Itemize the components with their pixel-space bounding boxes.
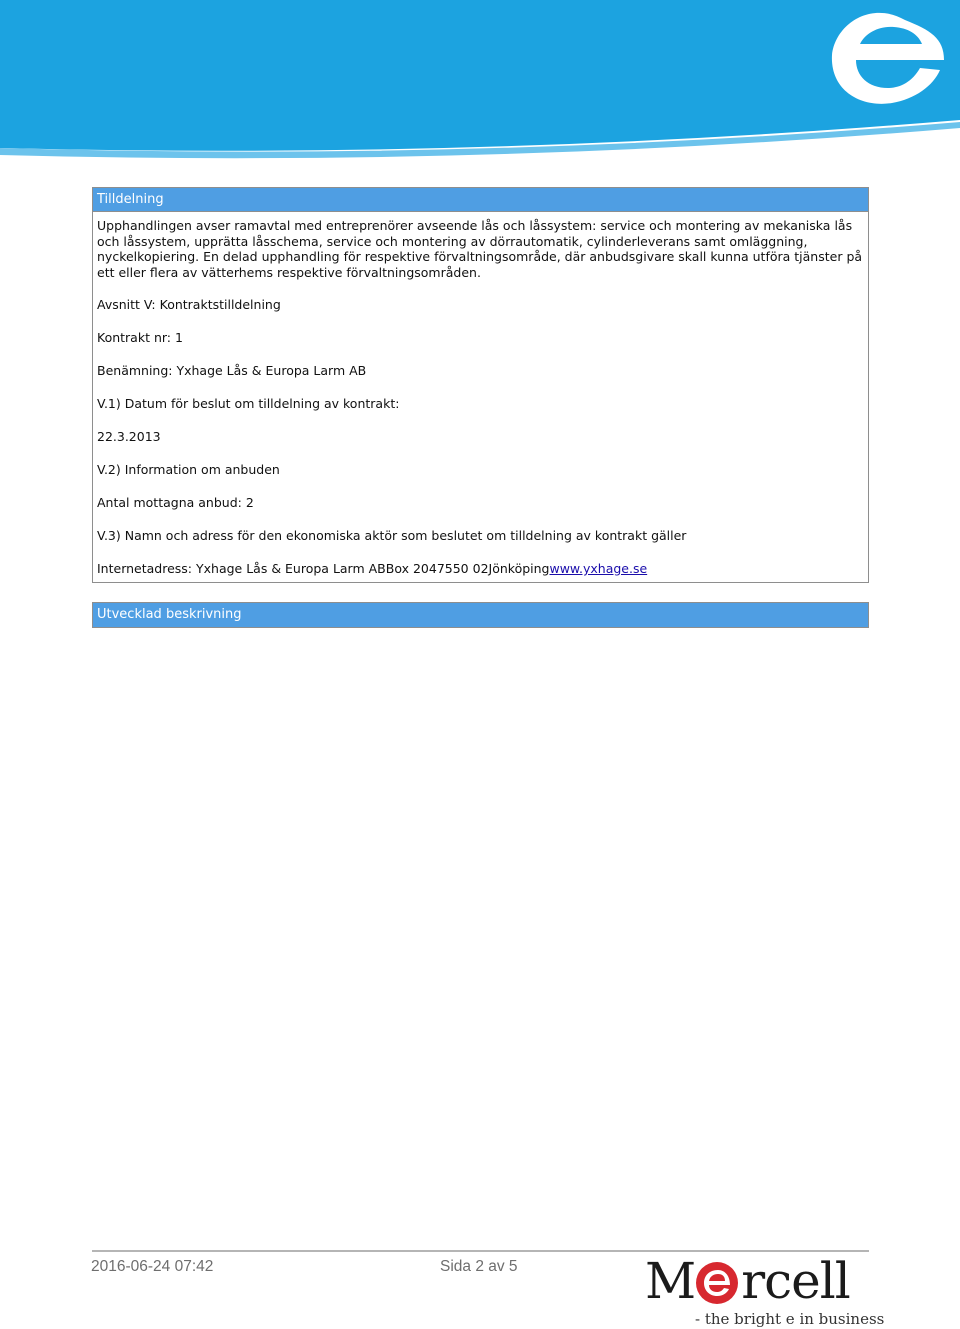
section-line: Benämning: Yxhage Lås & Europa Larm AB: [97, 363, 367, 378]
section-line: Antal mottagna anbud: 2: [97, 495, 254, 510]
section-line: 22.3.2013: [97, 429, 161, 444]
section-line: Avsnitt V: Kontraktstilldelning: [97, 297, 281, 312]
logo-letter-m: M: [645, 1252, 696, 1310]
mercell-logo: [645, 1252, 885, 1329]
section-tilldelning: [92, 187, 869, 583]
address-line: [97, 561, 864, 576]
logo-letters-rcell: rcell: [741, 1252, 850, 1310]
section-line: V.1) Datum för beslut om tilldelning av kontrakt:: [97, 396, 400, 411]
section-line: Kontrakt nr: 1: [97, 330, 183, 345]
section-line: V.3) Namn och adress för den ekonomiska aktör som beslutet om tilldelning av kontrakt gäller: [97, 528, 687, 543]
section-intro: Upphandlingen avser ramavtal med entreprenörer avseende lås och låssystem: service och montering av mekaniska lås och låssystem, upprätta låsschema, service och montering av dörrautomatik, cylinderleverans samt omläggning, nyckelkopiering. En delad upphandling för respektive förvaltningsområde, där anbudsgivare skall kunna utföra tjänster på ett eller flera av vätterhems respektive förvaltningsområden.: [97, 218, 863, 280]
section-utvecklad-beskrivning: [92, 602, 869, 628]
footer-page-number: Sida 2 av 5: [440, 1258, 518, 1275]
e-mark-icon: [695, 1261, 739, 1305]
section-title: Utvecklad beskrivning: [93, 603, 868, 627]
footer-date: 2016-06-24 07:42: [91, 1258, 214, 1275]
section-line: V.2) Information om anbuden: [97, 462, 280, 477]
logo-wordmark: [645, 1253, 850, 1309]
header-banner: [0, 0, 960, 165]
section-body: [93, 212, 868, 582]
section-title: Tilldelning: [93, 188, 868, 212]
website-link[interactable]: www.yxhage.se: [549, 561, 648, 576]
logo-tagline: - the bright e in business: [695, 1310, 885, 1328]
address-text: Internetadress: Yxhage Lås & Europa Larm ABBox 2047550 02Jönköping: [97, 561, 550, 576]
